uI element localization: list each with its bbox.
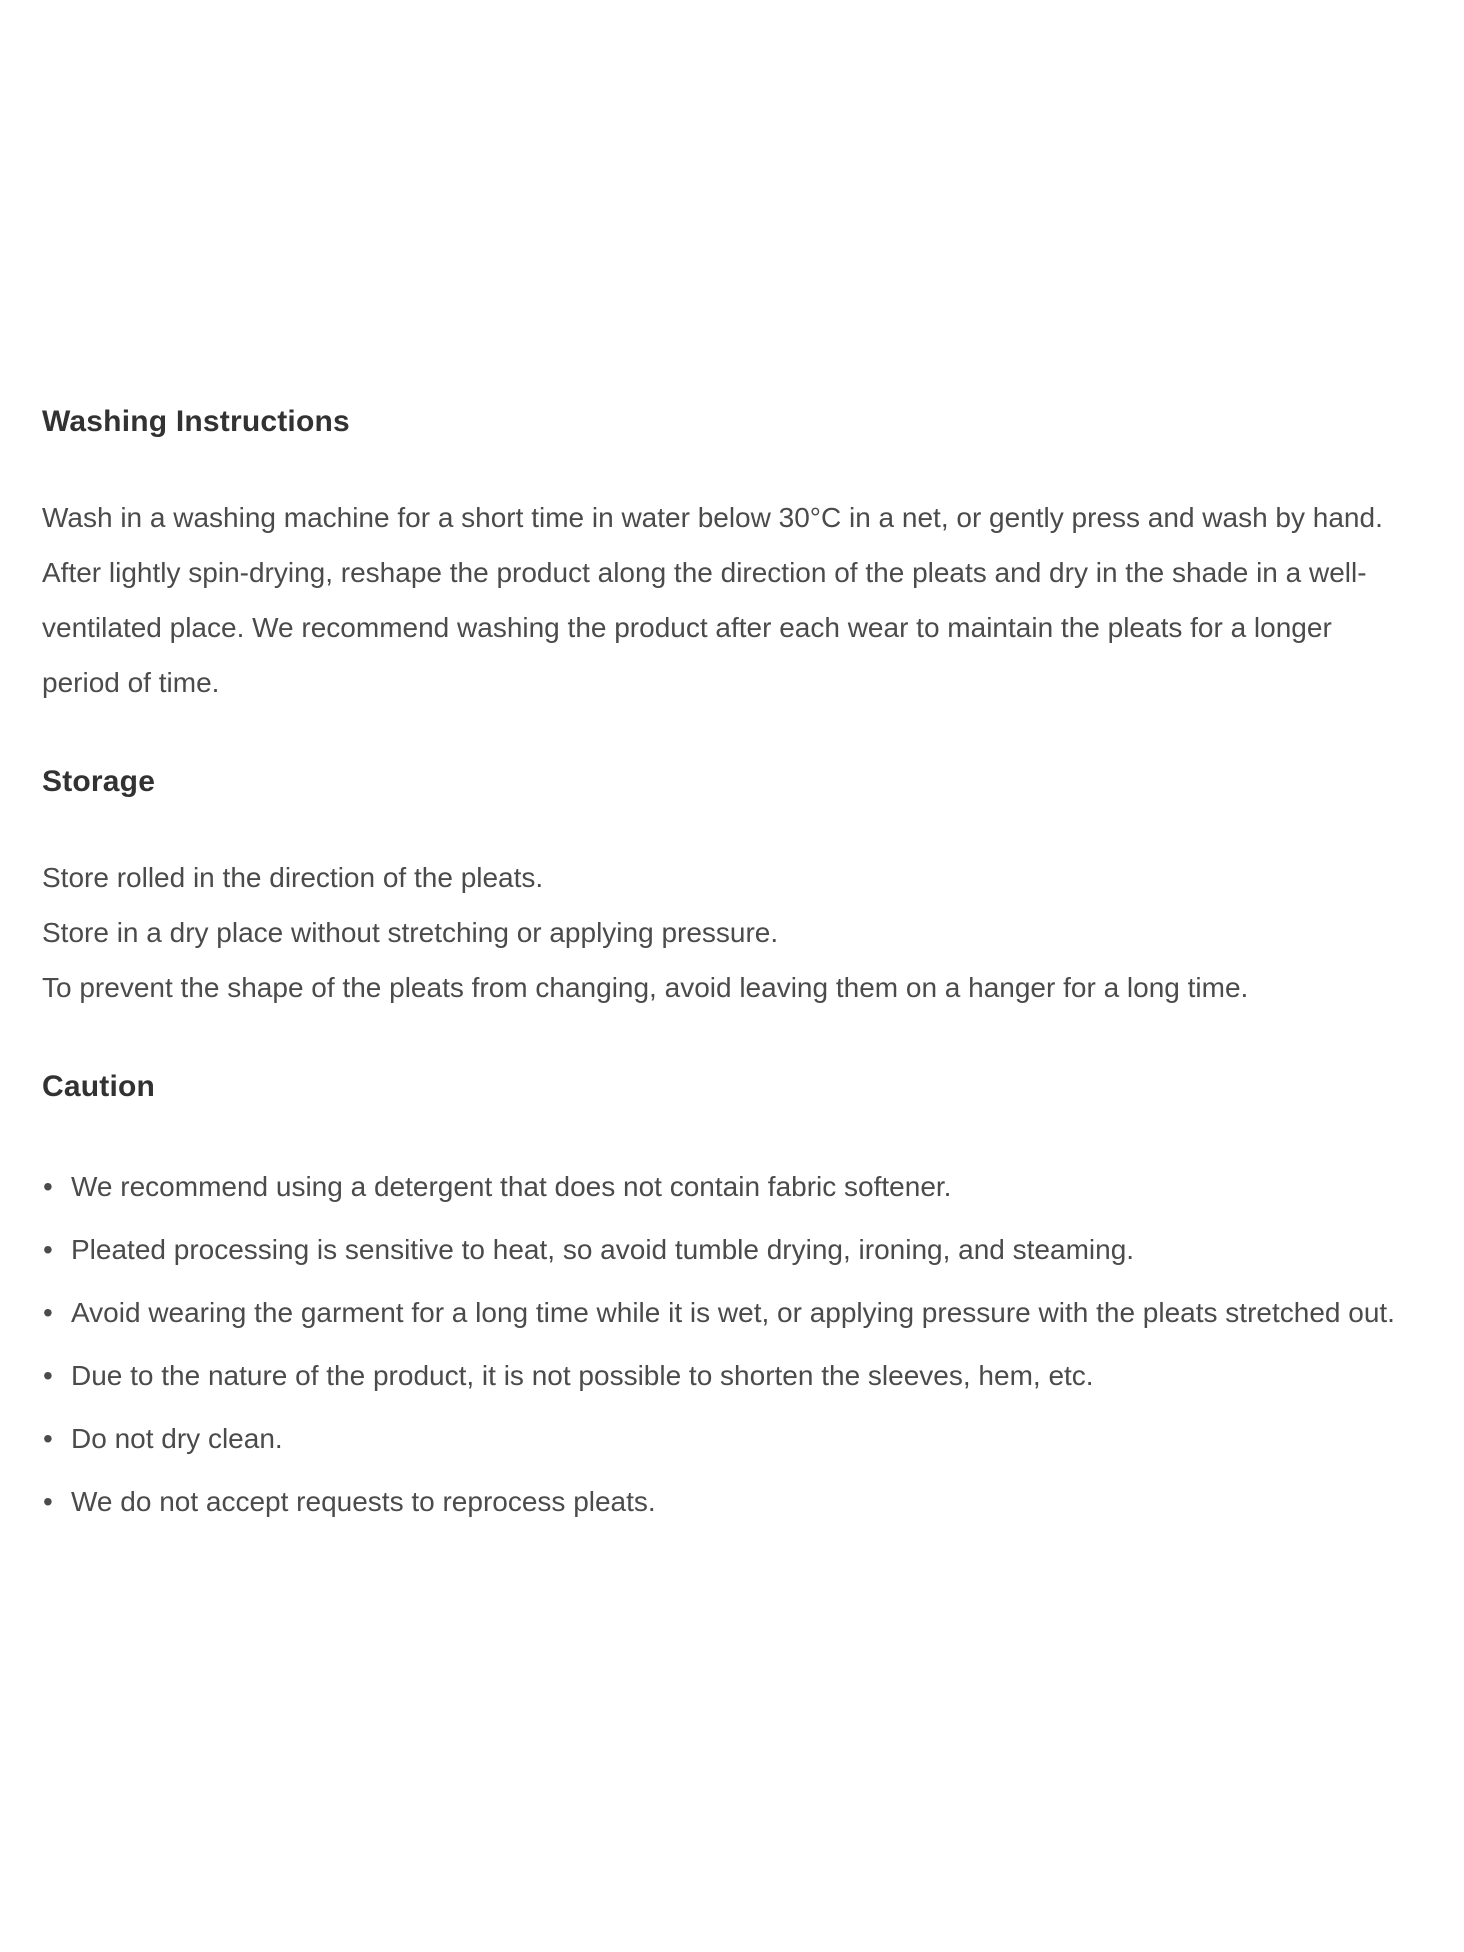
caution-item: • Pleated processing is sensitive to heat, so avoid tumble drying, ironing, and steaming.: [71, 1222, 1404, 1277]
storage-body: [42, 850, 1404, 1015]
caution-item: • We do not accept requests to reprocess pleats.: [71, 1474, 1404, 1529]
washing-section: [42, 394, 1404, 710]
caution-item: • Do not dry clean.: [71, 1411, 1404, 1466]
caution-item: • Avoid wearing the garment for a long time while it is wet, or applying pressure with the pleats stretched out.: [71, 1285, 1404, 1340]
text-column: [42, 394, 1404, 1529]
caution-item: • Due to the nature of the product, it is not possible to shorten the sleeves, hem, etc.: [71, 1348, 1404, 1403]
storage-line: To prevent the shape of the pleats from changing, avoid leaving them on a hanger for a long time.: [42, 972, 1249, 1003]
storage-line: Store rolled in the direction of the pleats.: [42, 862, 544, 893]
washing-heading: Washing Instructions: [42, 405, 350, 438]
storage-heading: Storage: [42, 765, 156, 798]
storage-line: Store in a dry place without stretching or applying pressure.: [42, 917, 779, 948]
washing-body: Wash in a washing machine for a short time in water below 30°C in a net, or gently press and wash by hand. After lightly spin-drying, reshape the product along the direction of the pleats and dry in the shade in a well-ventilated place. We recommend washing the product after each wear to maintain the pleats for a longer period of time.: [42, 502, 1383, 698]
caution-list: [42, 1159, 1404, 1529]
caution-section: [42, 1059, 1404, 1529]
caution-item: • We recommend using a detergent that does not contain fabric softener.: [71, 1159, 1404, 1214]
caution-heading: Caution: [42, 1070, 156, 1103]
storage-section: [42, 754, 1404, 1015]
